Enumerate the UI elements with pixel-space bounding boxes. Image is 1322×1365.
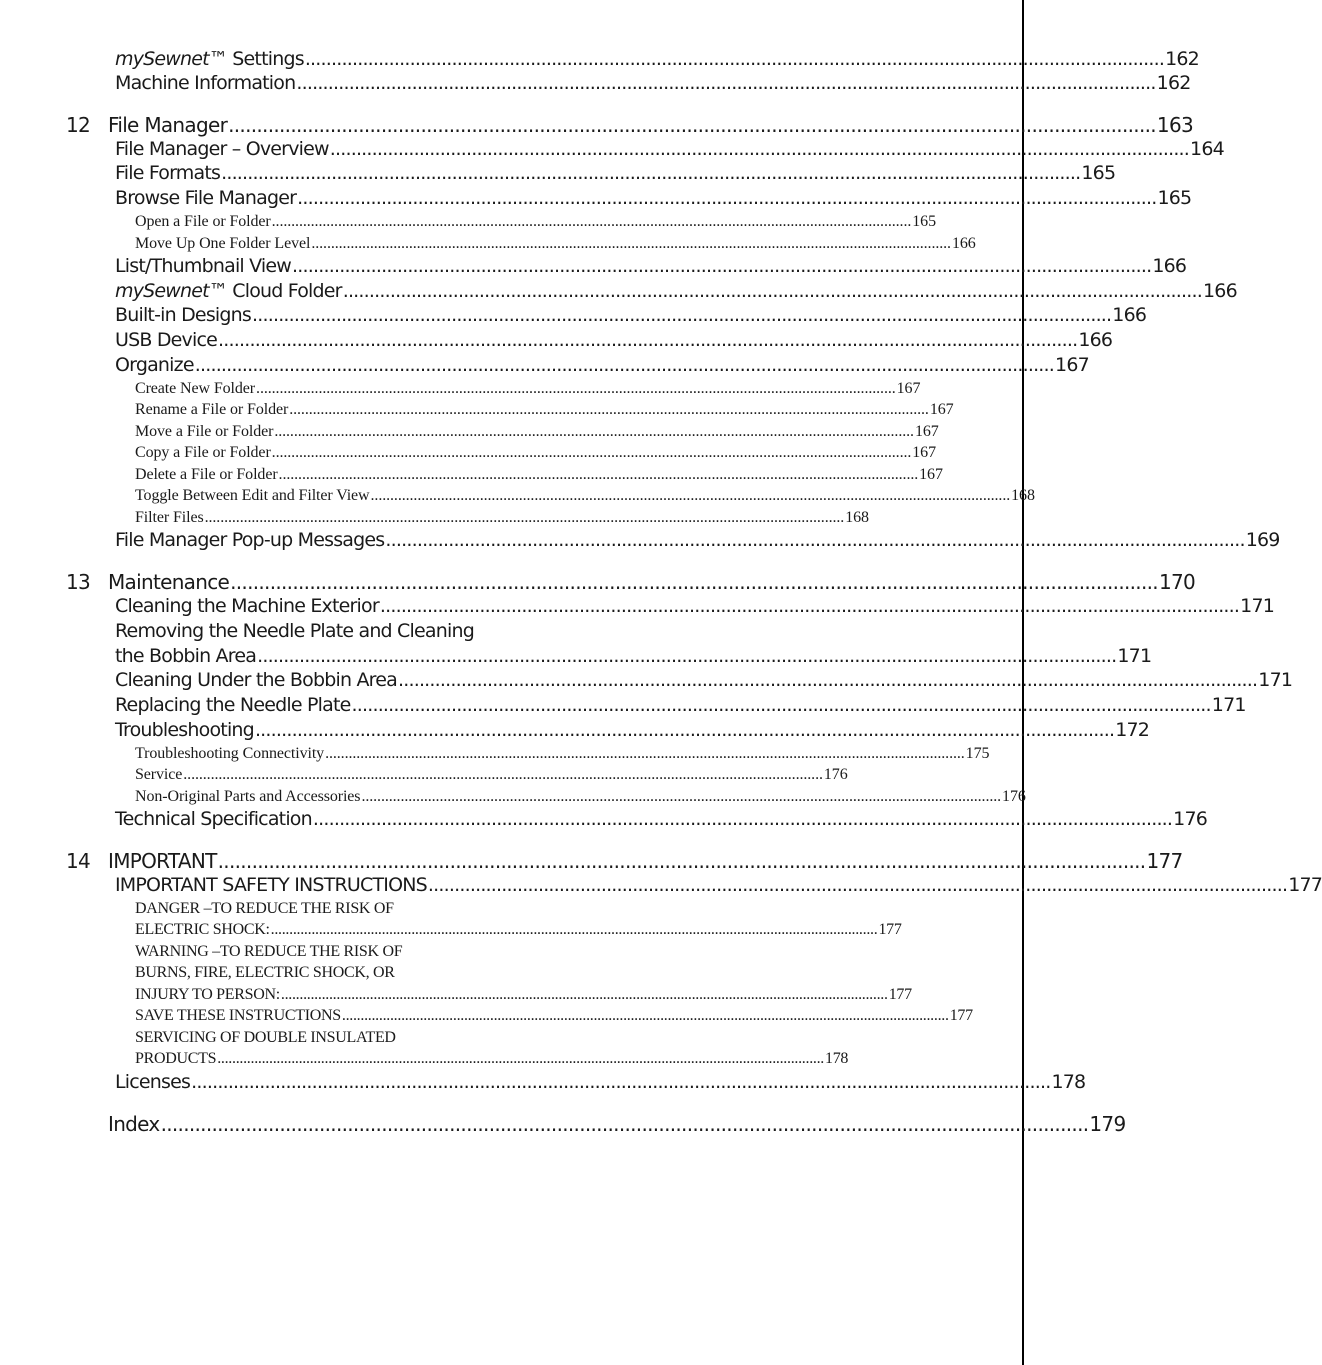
toc-leader-dots: .................................................................................................................................................................... (254, 719, 1115, 741)
toc-leader-dots: .................................................................................................................................................................... (256, 380, 896, 397)
toc-page-number: 166 (951, 235, 976, 252)
toc-entry-title: Non-Original Parts and Accessories (135, 788, 361, 805)
toc-page-number: 166 (1152, 255, 1187, 277)
toc-leader-dots: .................................................................................................................................................................... (160, 1112, 1089, 1136)
toc-leader-dots: .................................................................................................................................................................... (292, 255, 1152, 277)
toc-chapter-title: Maintenance (108, 570, 230, 594)
toc-entry-title-line: DANGER –TO REDUCE THE RISK OF (135, 900, 394, 917)
toc-leader-dots: .................................................................................................................................................................... (221, 162, 1081, 184)
toc-entry-title: IMPORTANT SAFETY INSTRUCTIONS (115, 874, 427, 896)
toc-leader-dots: .................................................................................................................................................................... (329, 138, 1190, 160)
toc-entry-title: Rename a File or Folder (135, 401, 289, 418)
chapter-number: 12 (66, 113, 91, 137)
toc-entry-title: List/Thumbnail View (115, 255, 292, 277)
toc-entry-title: Organize (115, 354, 194, 376)
toc-leader-dots: .................................................................................................................................................................... (280, 986, 888, 1003)
toc-entry-title: mySewnet™ Settings (115, 48, 304, 70)
toc-entry-title: File Manager – Overview (115, 138, 329, 160)
toc-entry-title: Move a File or Folder (135, 423, 274, 440)
toc-entry-cleaning-machine-exterior[interactable] (115, 595, 1275, 617)
toc-leader-dots: .................................................................................................................................................................... (230, 570, 1158, 594)
toc-page-number: 171 (1240, 595, 1275, 617)
toc-entry-file-formats[interactable] (115, 162, 1116, 184)
toc-page-number: 167 (919, 466, 943, 483)
toc-chapter-title: IMPORTANT (108, 849, 217, 873)
toc-page-number: 171 (1211, 694, 1246, 716)
toc-leader-dots: .................................................................................................................................................................... (217, 849, 1146, 873)
chapter-number: 14 (66, 849, 91, 873)
toc-entry-title: the Bobbin Area (115, 645, 257, 667)
toc-page-number: 162 (1156, 72, 1191, 94)
toc-entry-troubleshooting[interactable] (115, 719, 1150, 741)
toc-leader-dots: .................................................................................................................................................................... (370, 487, 1011, 504)
toc-subentry-save-these-instructions[interactable] (135, 1007, 973, 1025)
toc-entry-title: Licenses (115, 1071, 191, 1093)
toc-page-number: 178 (1051, 1071, 1086, 1093)
toc-leader-dots: .................................................................................................................................................................... (217, 1050, 824, 1067)
toc-entry-title: Replacing the Needle Plate (115, 694, 351, 716)
toc-entry-built-in-designs[interactable] (115, 304, 1147, 326)
toc-leader-dots: .................................................................................................................................................................... (311, 235, 951, 252)
toc-subentry-troubleshooting-connectivity[interactable] (135, 745, 990, 763)
toc-page-number: 178 (825, 1050, 849, 1067)
toc-page-number: 167 (1055, 354, 1089, 376)
toc-entry-licenses[interactable] (115, 1071, 1086, 1093)
toc-subentry-open-file-or-folder[interactable] (135, 213, 936, 231)
toc-subentry-create-new-folder[interactable] (135, 380, 921, 398)
toc-subentry-delete-file-or-folder[interactable] (135, 466, 943, 484)
toc-chapter-title: Index (108, 1112, 160, 1136)
toc-page-number: 168 (845, 509, 869, 526)
toc-leader-dots: .................................................................................................................................................................... (427, 874, 1288, 896)
toc-entry-title: PRODUCTS (135, 1050, 217, 1067)
toc-entry-title-line: SERVICING OF DOUBLE INSULATED (135, 1029, 396, 1046)
toc-entry-title: Move Up One Folder Level (135, 235, 311, 252)
toc-page-number: 177 (1288, 874, 1322, 896)
toc-entry-mysewnet-settings[interactable] (115, 48, 1199, 70)
toc-entry-title: Machine Information (115, 72, 296, 94)
toc-page-number: 166 (1203, 280, 1237, 302)
toc-leader-dots: .................................................................................................................................................................... (312, 808, 1173, 830)
chapter-number: 13 (66, 570, 91, 594)
toc-page-number: 177 (878, 921, 902, 938)
toc-chapter-important[interactable] (108, 849, 1183, 873)
toc-entry-title: mySewnet™ Cloud Folder (115, 280, 342, 302)
toc-entry-title: Filter Files (135, 509, 204, 526)
toc-page-number: 171 (1117, 645, 1152, 667)
toc-entry-title: Service (135, 766, 183, 783)
toc-entry-title: Cleaning Under the Bobbin Area (115, 669, 397, 691)
toc-chapter-file-manager[interactable] (108, 113, 1193, 137)
toc-page-number: 167 (912, 444, 936, 461)
toc-leader-dots: .................................................................................................................................................................... (274, 423, 914, 440)
toc-entry-title: Cleaning the Machine Exterior (115, 595, 379, 617)
toc-leader-dots: .................................................................................................................................................................... (204, 509, 845, 526)
toc-entry-title: Browse File Manager (115, 187, 297, 209)
toc-entry-file-manager-popup-messages[interactable] (115, 529, 1280, 551)
toc-leader-dots: .................................................................................................................................................................... (183, 766, 823, 783)
toc-entry-title: USB Device (115, 329, 218, 351)
toc-leader-dots: .................................................................................................................................................................... (271, 213, 912, 230)
toc-entry-organize[interactable] (115, 354, 1089, 376)
toc-entry-title: Open a File or Folder (135, 213, 271, 230)
toc-page-number: 177 (888, 986, 912, 1003)
toc-entry-title: File Formats (115, 162, 221, 184)
toc-page-number: 170 (1158, 570, 1196, 594)
toc-page-number: 176 (1173, 808, 1208, 830)
toc-leader-dots: .................................................................................................................................................................... (385, 529, 1245, 551)
toc-leader-dots: .................................................................................................................................................................... (228, 113, 1156, 137)
toc-leader-dots: .................................................................................................................................................................... (361, 788, 1002, 805)
toc-entry-title: Troubleshooting (115, 719, 254, 741)
toc-chapter-title: File Manager (108, 113, 228, 137)
toc-entry-mysewnet-cloud-folder[interactable] (115, 280, 1237, 302)
toc-subentry-move-up-one-folder-level[interactable] (135, 235, 976, 253)
toc-leader-dots: .................................................................................................................................................................... (304, 48, 1165, 70)
toc-page-number: 168 (1011, 487, 1035, 504)
toc-subentry-warning-burns-fire[interactable] (135, 986, 912, 1004)
toc-entry-title-line: WARNING –TO REDUCE THE RISK OF (135, 943, 403, 960)
toc-leader-dots: .................................................................................................................................................................... (257, 645, 1117, 667)
toc-page-number: 169 (1245, 529, 1280, 551)
toc-subentry-filter-files[interactable] (135, 509, 869, 527)
toc-leader-dots: .................................................................................................................................................................... (397, 669, 1258, 691)
toc-entry-title: File Manager Pop-up Messages (115, 529, 385, 551)
toc-subentry-servicing-double-insulated[interactable] (135, 1050, 849, 1068)
toc-page-number: 167 (929, 401, 954, 418)
toc-leader-dots: .................................................................................................................................................................... (325, 745, 965, 762)
toc-entry-replacing-needle-plate[interactable] (115, 694, 1246, 716)
toc-leader-dots: .................................................................................................................................................................... (252, 304, 1112, 326)
toc-entry-usb-device[interactable] (115, 329, 1113, 351)
toc-leader-dots: .................................................................................................................................................................... (191, 1071, 1051, 1093)
toc-entry-title: Built-in Designs (115, 304, 251, 326)
toc-leader-dots: .................................................................................................................................................................... (289, 401, 929, 418)
toc-leader-dots: .................................................................................................................................................................... (271, 444, 912, 461)
toc-subentry-rename-file-or-folder[interactable] (135, 401, 954, 419)
toc-page-number: 163 (1156, 113, 1193, 137)
toc-leader-dots: .................................................................................................................................................................... (194, 354, 1055, 376)
toc-leader-dots: .................................................................................................................................................................... (218, 329, 1078, 351)
toc-entry-title-line: BURNS, FIRE, ELECTRIC SHOCK, OR (135, 964, 395, 981)
toc-leader-dots: .................................................................................................................................................................... (296, 72, 1156, 94)
toc-page-number: 172 (1115, 719, 1150, 741)
toc-entry-title-line: Removing the Needle Plate and Cleaning (115, 620, 474, 642)
toc-page-number: 166 (1078, 329, 1113, 351)
toc-leader-dots: .................................................................................................................................................................... (278, 466, 919, 483)
toc-page-number: 165 (1157, 187, 1192, 209)
toc-subentry-move-file-or-folder[interactable] (135, 423, 939, 441)
toc-entry-title: ELECTRIC SHOCK: (135, 921, 270, 938)
toc-page-number: 166 (1112, 304, 1147, 326)
toc-leader-dots: .................................................................................................................................................................... (270, 921, 878, 938)
toc-subentry-service[interactable] (135, 766, 848, 784)
toc-entry-machine-information[interactable] (115, 72, 1191, 94)
toc-page-number: 175 (965, 745, 990, 762)
toc-subentry-danger-electric-shock[interactable] (135, 921, 902, 939)
toc-entry-title: Toggle Between Edit and Filter View (135, 487, 370, 504)
toc-entry-cleaning-under-bobbin-area[interactable] (115, 669, 1293, 691)
toc-page-number: 165 (1081, 162, 1116, 184)
toc-entry-title: Technical Specification (115, 808, 312, 830)
toc-leader-dots: .................................................................................................................................................................... (297, 187, 1157, 209)
toc-leader-dots: .................................................................................................................................................................... (351, 694, 1211, 716)
toc-page-number: 171 (1258, 669, 1293, 691)
toc-chapter-maintenance[interactable] (108, 570, 1196, 594)
toc-entry-title: INJURY TO PERSON: (135, 986, 280, 1003)
toc-entry-title: SAVE THESE INSTRUCTIONS (135, 1007, 341, 1024)
toc-page-number: 162 (1165, 48, 1199, 70)
toc-leader-dots: .................................................................................................................................................................... (342, 280, 1202, 302)
toc-entry-removing-needle-plate[interactable] (115, 645, 1152, 667)
toc-leader-dots: .................................................................................................................................................................... (341, 1007, 949, 1024)
toc-chapter-index[interactable] (108, 1112, 1126, 1136)
toc-entry-list-thumbnail-view[interactable] (115, 255, 1187, 277)
toc-page-number: 179 (1089, 1112, 1126, 1136)
toc-page-number: 164 (1190, 138, 1224, 160)
toc-entry-technical-specification[interactable] (115, 808, 1208, 830)
toc-page-number: 177 (949, 1007, 973, 1024)
toc-entry-title: Delete a File or Folder (135, 466, 278, 483)
toc-leader-dots: .................................................................................................................................................................... (379, 595, 1240, 617)
toc-subentry-toggle-edit-filter-view[interactable] (135, 487, 1035, 505)
toc-page-number: 177 (1146, 849, 1183, 873)
toc-subentry-non-original-parts[interactable] (135, 788, 1026, 806)
toc-page-number: 167 (896, 380, 921, 397)
toc-page-number: 176 (1002, 788, 1026, 805)
toc-entry-important-safety-instructions[interactable] (115, 874, 1322, 896)
toc-page-number: 165 (912, 213, 936, 230)
toc-page-number: 167 (914, 423, 939, 440)
toc-page-number: 176 (823, 766, 848, 783)
toc-subentry-copy-file-or-folder[interactable] (135, 444, 936, 462)
toc-entry-title: Troubleshooting Connectivity (135, 745, 325, 762)
toc-entry-file-manager-overview[interactable] (115, 138, 1224, 160)
toc-entry-title: Create New Folder (135, 380, 256, 397)
toc-entry-browse-file-manager[interactable] (115, 187, 1192, 209)
toc-entry-title: Copy a File or Folder (135, 444, 271, 461)
